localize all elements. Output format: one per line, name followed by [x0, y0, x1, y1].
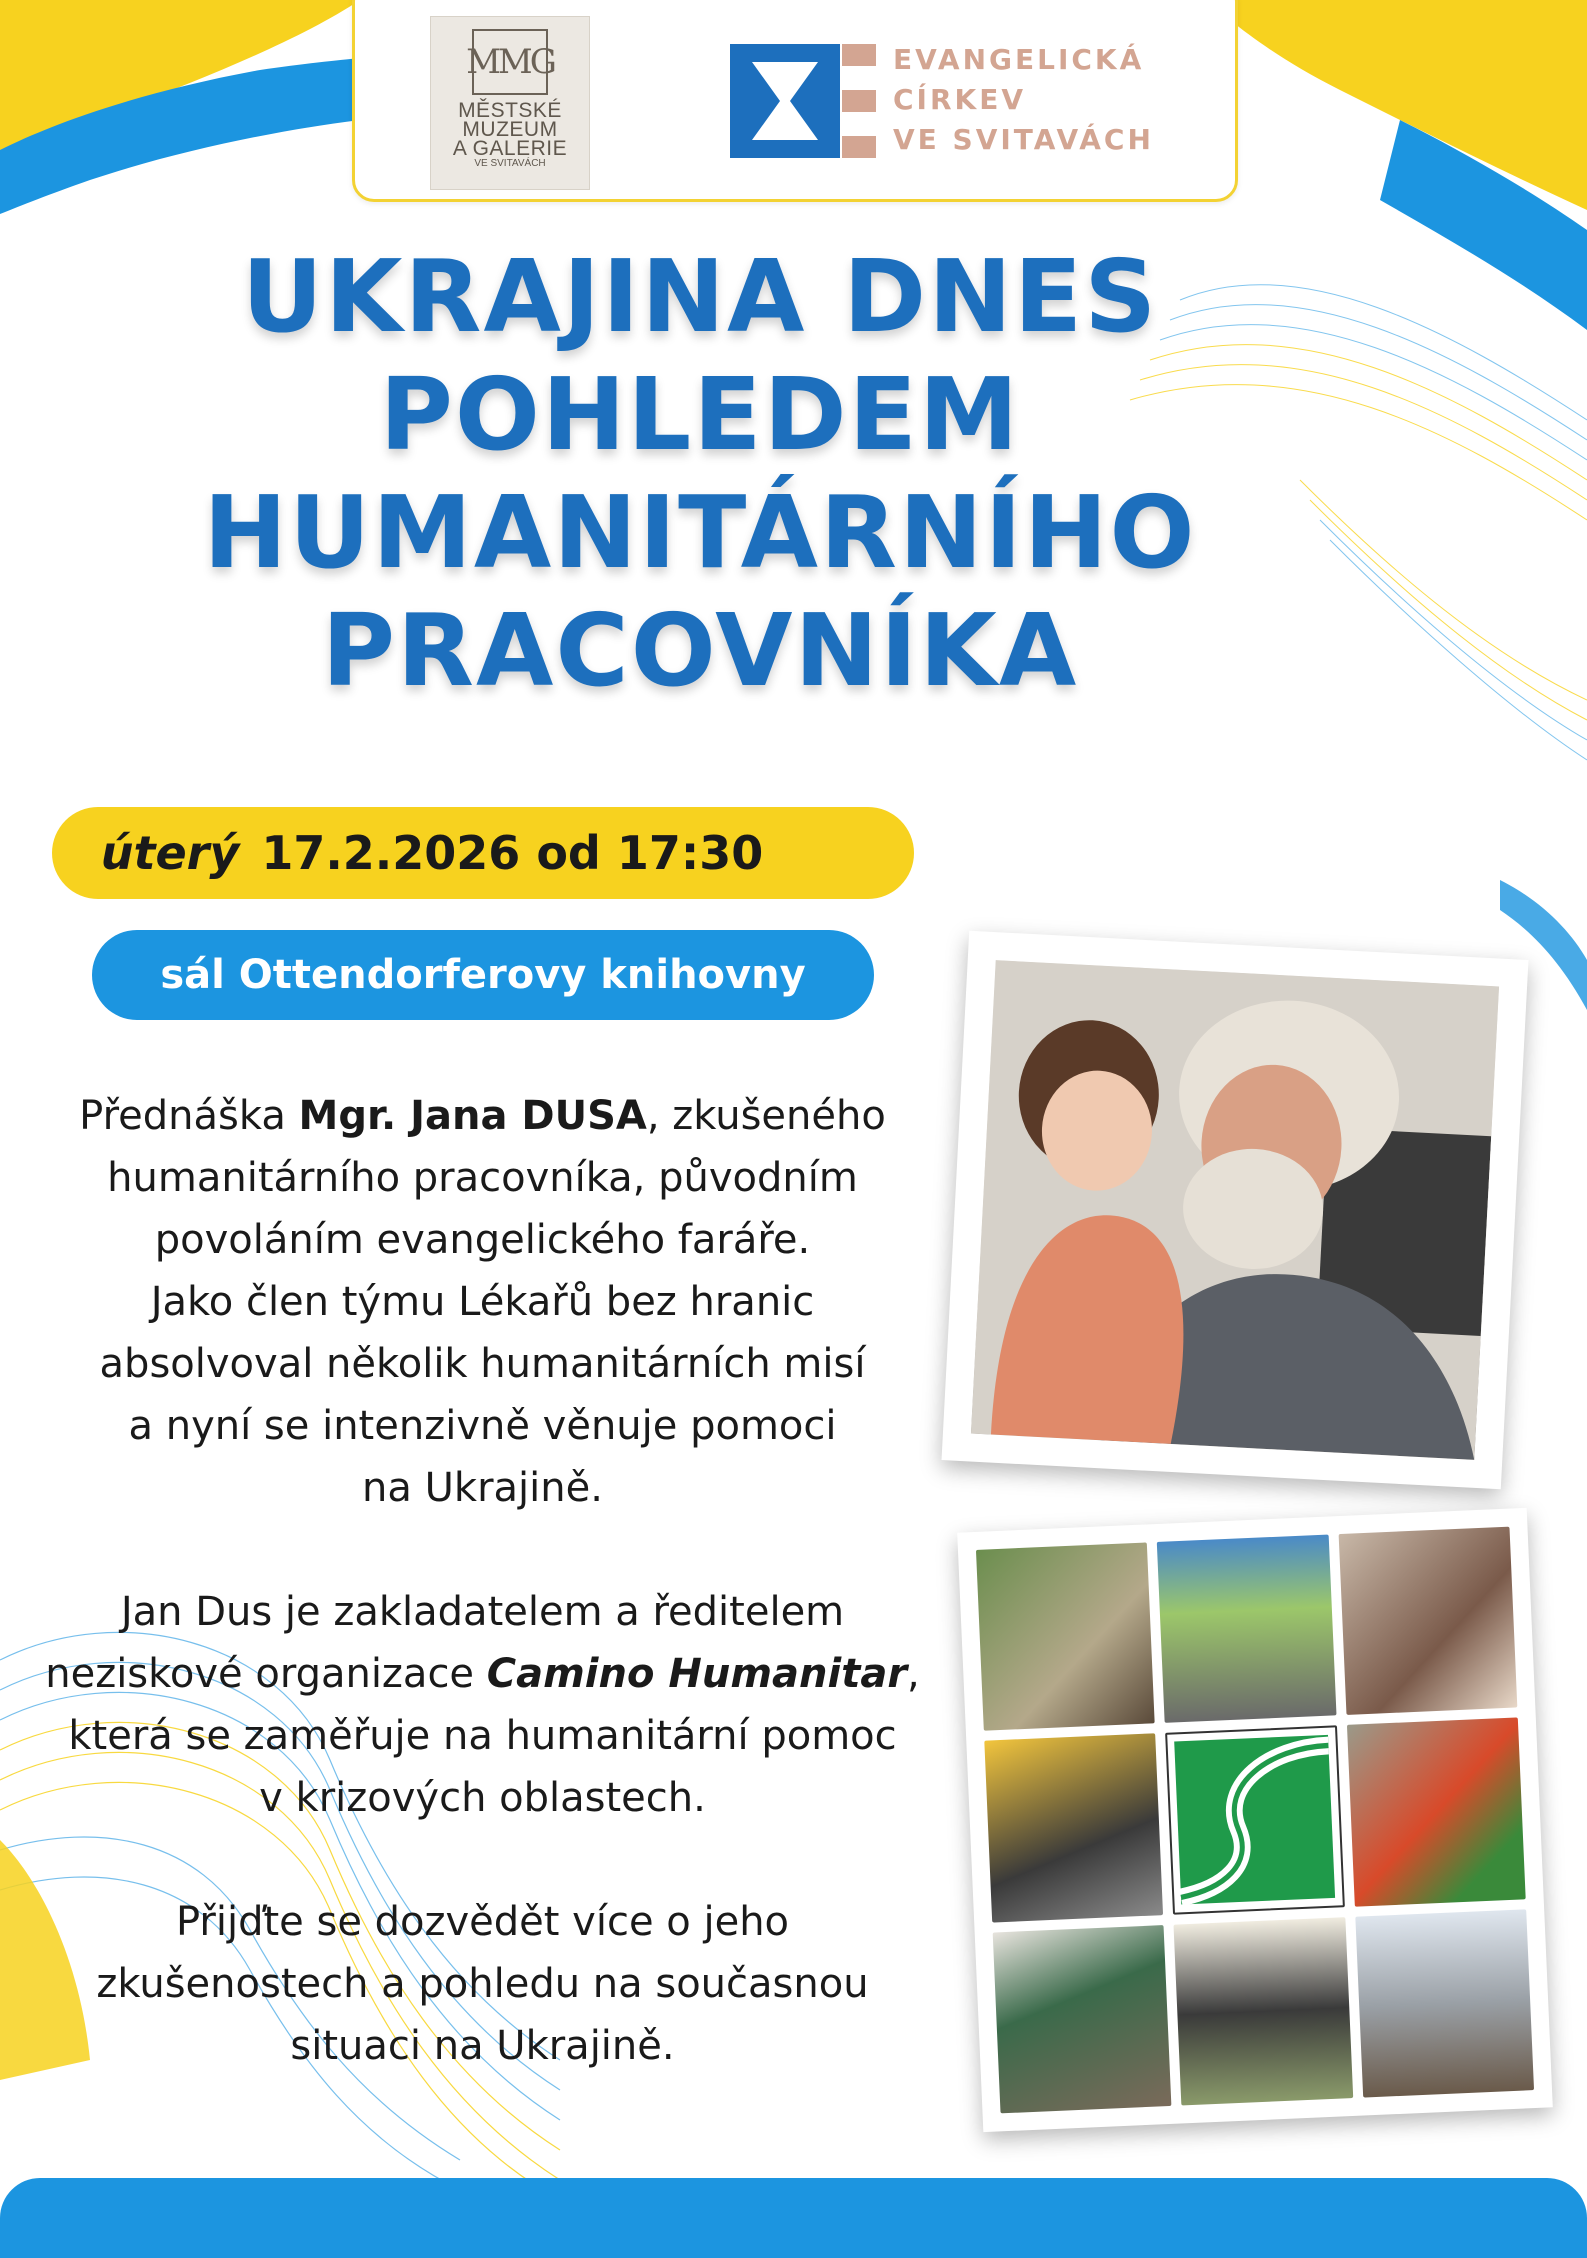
- organization-name: Camino Humanitar: [486, 1651, 908, 1697]
- evangelical-church-logo-mark: [730, 44, 876, 158]
- paragraph-invitation: Přijďte se dozvědět více o jeho zkušenostech a pohledu na současnou situaci na Ukrajině.: [96, 1899, 869, 2069]
- collage-grid: [976, 1527, 1534, 2114]
- camino-road-icon: [1168, 1728, 1343, 1912]
- event-description: [0, 1085, 965, 2139]
- collage-photo: [1338, 1527, 1517, 1716]
- bottom-decorative-bar: [0, 2178, 1587, 2258]
- venue-pill: sál Ottendorferovy knihovny: [92, 930, 874, 1020]
- museum-gallery-logo: [430, 16, 590, 190]
- speaker-photo-illustration: [971, 960, 1499, 1460]
- church-name: EVANGELICKÁ CÍRKEV VE SVITAVÁCH: [893, 43, 1154, 156]
- event-datetime: 17.2.2026 od 17:30: [261, 826, 764, 880]
- collage-photo: [1355, 1909, 1534, 2098]
- collage-photo: [1157, 1535, 1336, 1724]
- speaker-photo-image: [971, 960, 1499, 1460]
- activities-collage: [957, 1508, 1553, 2132]
- collage-photo: [1174, 1917, 1353, 2106]
- collage-photo: [1347, 1718, 1526, 1907]
- speaker-name: Mgr. Jana DUSA: [298, 1093, 647, 1139]
- event-date: [52, 807, 812, 899]
- paragraph-organization: Jan Dus je zakladatelem a ředitelem neziskové organizace Camino Humanitar, která se zaměřuje na humanitární pomoc v krizových oblastech.: [45, 1589, 920, 1821]
- collage-photo: [993, 1925, 1172, 2114]
- collage-photo: [976, 1542, 1155, 1731]
- museum-monogram: MMG: [472, 29, 548, 95]
- event-day: úterý: [100, 826, 240, 880]
- speaker-photo: [942, 931, 1529, 1490]
- camino-humanitar-logo: [1165, 1726, 1344, 1915]
- paragraph-speaker: Přednáška Mgr. Jana DUSA, zkušeného humanitárního pracovníka, původním povoláním evangelického faráře. Jako člen týmu Lékařů bez hranic absolvoval několik humanitárních misí a nyní se intenzivně věnuje pomoci na Ukrajině.: [79, 1093, 886, 1511]
- page-title: UKRAJINA DNES POHLEDEM HUMANITÁRNÍHO PRACOVNÍKA: [203, 238, 1197, 709]
- collage-photo: [984, 1734, 1163, 1923]
- museum-name: MĚSTSKÉ MUZEUM A GALERIE VE SVITAVÁCH: [452, 99, 568, 169]
